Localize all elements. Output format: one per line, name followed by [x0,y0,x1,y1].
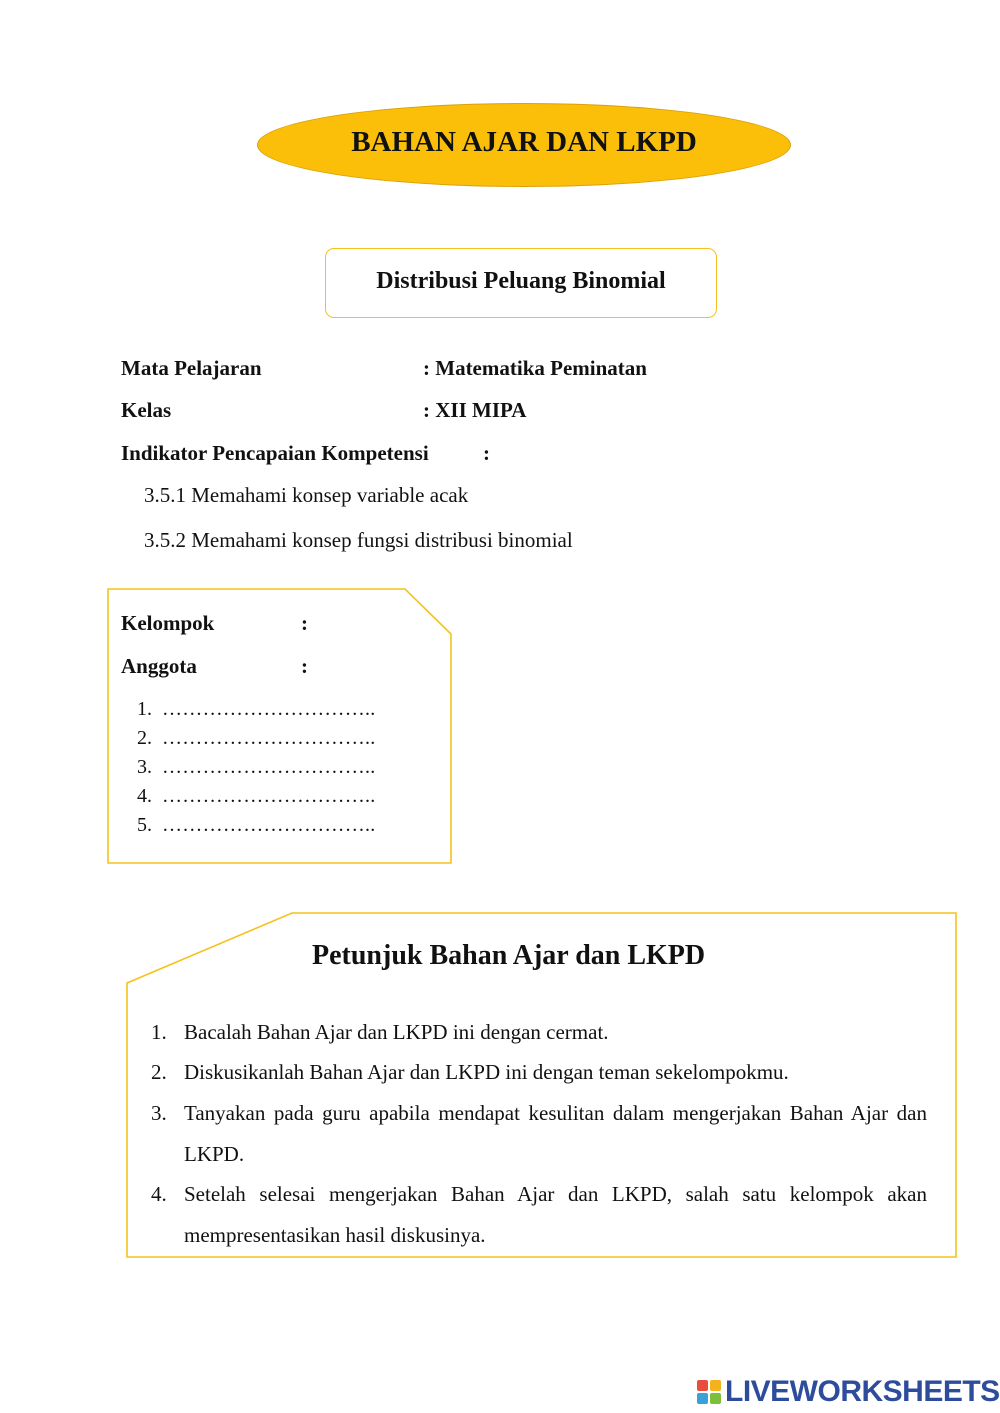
instruction-number: 4. [151,1182,167,1206]
member-number: 2. [137,727,152,749]
member-name-field[interactable]: ………………………….. [162,727,376,749]
instruction-number: 3. [151,1101,167,1125]
instruction-text: Diskusikanlah Bahan Ajar dan LKPD ini dengan teman sekelompokmu. [184,1060,789,1084]
instruction-item [151,1093,927,1174]
member-number: 4. [137,785,152,807]
member-row [120,814,376,837]
class-value: : XII MIPA [423,398,527,422]
instruction-text: Bacalah Bahan Ajar dan LKPD ini dengan cermat. [184,1020,609,1044]
indicator-label: Indikator Pencapaian Kompetensi [121,441,429,465]
instruction-number: 2. [151,1060,167,1084]
indicator-item: 3.5.1 Memahami konsep variable acak [144,483,469,507]
member-number: 3. [137,756,152,778]
group-colon: : [301,611,308,635]
members-label: Anggota [121,654,197,678]
liveworksheets-logo-icon [697,1380,722,1405]
instruction-number: 1. [151,1020,167,1044]
subject-label: Mata Pelajaran [121,356,262,380]
instruction-item [151,1052,927,1093]
instruction-text: Tanyakan pada guru apabila mendapat kesulitan dalam mengerjakan Bahan Ajar dan LKPD. [184,1101,927,1166]
members-colon: : [301,654,308,678]
subject-value: : Matematika Peminatan [423,356,647,380]
member-row [120,698,376,721]
member-name-field[interactable]: ………………………….. [162,756,376,778]
indicator-item: 3.5.2 Memahami konsep fungsi distribusi binomial [144,528,573,552]
topic-title: Distribusi Peluang Binomial [376,267,666,294]
member-row [120,785,376,808]
group-label: Kelompok [121,611,215,635]
instruction-text: Setelah selesai mengerjakan Bahan Ajar dan LKPD, salah satu kelompok akan mempresentasikan hasil diskusinya. [184,1182,927,1247]
watermark-text: LIVEWORKSHEETS [725,1375,1000,1408]
instruction-item [151,1012,927,1053]
page-title: BAHAN AJAR DAN LKPD [351,125,697,158]
member-row [120,727,376,750]
member-name-field[interactable]: ………………………….. [162,698,376,720]
member-row [120,756,376,779]
member-number: 5. [137,814,152,836]
member-name-field[interactable]: ………………………….. [162,814,376,836]
liveworksheets-watermark[interactable] [697,1372,1000,1412]
instruction-item [151,1174,927,1255]
member-name-field[interactable]: ………………………….. [162,785,376,807]
member-number: 1. [137,698,152,720]
class-label: Kelas [121,398,172,422]
instructions-title: Petunjuk Bahan Ajar dan LKPD [312,940,706,971]
indicator-colon: : [483,441,490,465]
